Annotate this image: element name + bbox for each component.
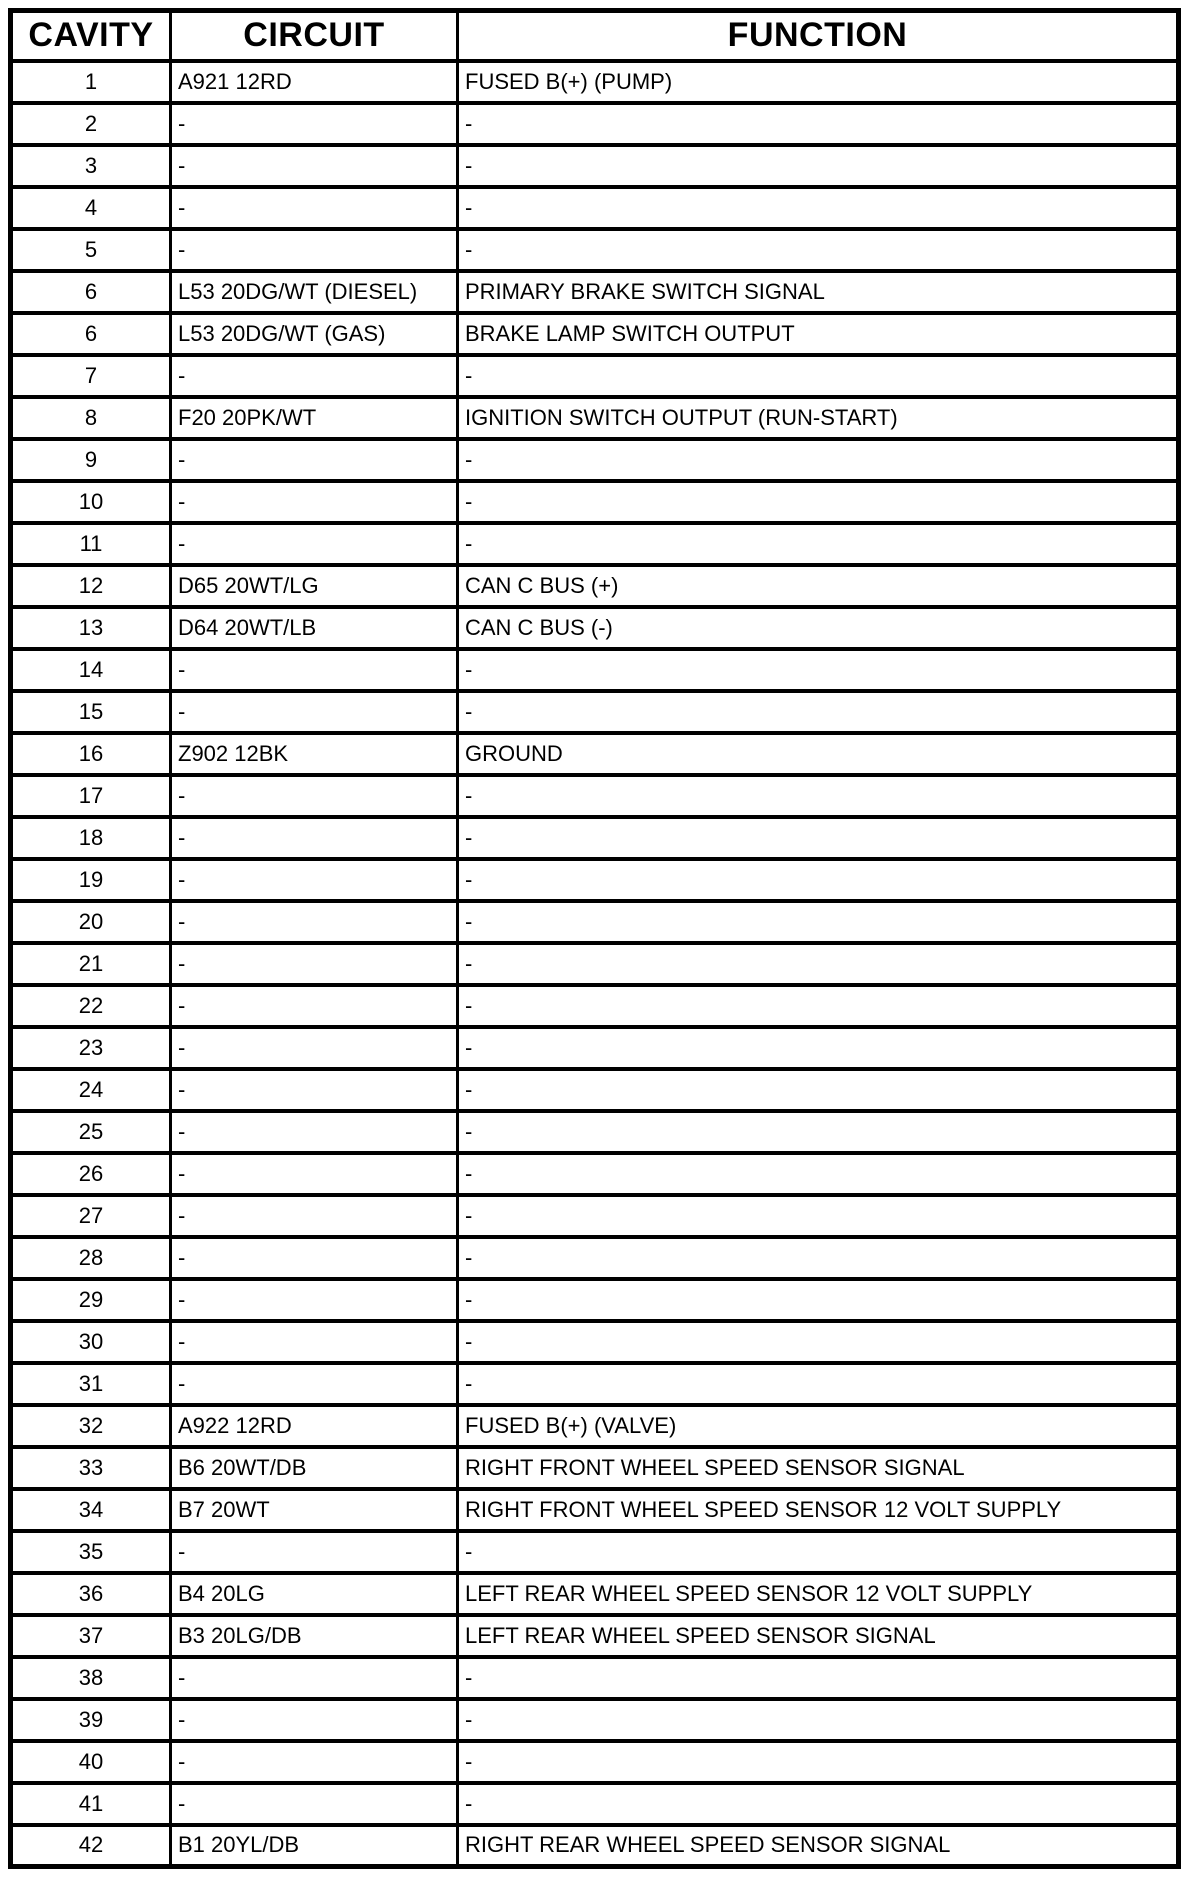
function-cell: - [458, 1069, 1179, 1111]
function-cell: - [458, 1153, 1179, 1195]
cavity-cell: 31 [11, 1363, 171, 1405]
function-cell: - [458, 1657, 1179, 1699]
function-cell: - [458, 775, 1179, 817]
table-row [11, 271, 1179, 313]
circuit-cell: - [171, 1027, 458, 1069]
function-cell: RIGHT FRONT WHEEL SPEED SENSOR 12 VOLT SUPPLY [458, 1489, 1179, 1531]
table-row [11, 1321, 1179, 1363]
table-row [11, 817, 1179, 859]
table-row [11, 1573, 1179, 1615]
table-row [11, 1069, 1179, 1111]
circuit-cell: - [171, 187, 458, 229]
cavity-cell: 3 [11, 145, 171, 187]
cavity-cell: 24 [11, 1069, 171, 1111]
circuit-cell: - [171, 523, 458, 565]
function-cell: RIGHT FRONT WHEEL SPEED SENSOR SIGNAL [458, 1447, 1179, 1489]
cavity-cell: 26 [11, 1153, 171, 1195]
cavity-cell: 2 [11, 103, 171, 145]
table-row [11, 1741, 1179, 1783]
function-cell: BRAKE LAMP SWITCH OUTPUT [458, 313, 1179, 355]
function-cell: - [458, 817, 1179, 859]
cavity-cell: 36 [11, 1573, 171, 1615]
circuit-cell: - [171, 1195, 458, 1237]
function-cell: - [458, 1195, 1179, 1237]
function-cell: - [458, 355, 1179, 397]
circuit-cell: B7 20WT [171, 1489, 458, 1531]
function-cell: - [458, 649, 1179, 691]
function-cell: - [458, 439, 1179, 481]
cavity-cell: 28 [11, 1237, 171, 1279]
table-row [11, 229, 1179, 271]
cavity-cell: 11 [11, 523, 171, 565]
table-row [11, 187, 1179, 229]
circuit-cell: - [171, 901, 458, 943]
circuit-cell: D64 20WT/LB [171, 607, 458, 649]
function-cell: - [458, 901, 1179, 943]
table-row [11, 103, 1179, 145]
function-cell: LEFT REAR WHEEL SPEED SENSOR SIGNAL [458, 1615, 1179, 1657]
function-cell: - [458, 1741, 1179, 1783]
function-cell: LEFT REAR WHEEL SPEED SENSOR 12 VOLT SUPPLY [458, 1573, 1179, 1615]
cavity-cell: 22 [11, 985, 171, 1027]
cavity-cell: 33 [11, 1447, 171, 1489]
table-row [11, 313, 1179, 355]
table-row [11, 901, 1179, 943]
table-row [11, 1027, 1179, 1069]
cavity-cell: 7 [11, 355, 171, 397]
circuit-cell: - [171, 481, 458, 523]
function-cell: - [458, 859, 1179, 901]
cavity-cell: 6 [11, 313, 171, 355]
circuit-cell: - [171, 649, 458, 691]
circuit-cell: B3 20LG/DB [171, 1615, 458, 1657]
cavity-cell: 9 [11, 439, 171, 481]
cavity-cell: 37 [11, 1615, 171, 1657]
cavity-cell: 23 [11, 1027, 171, 1069]
circuit-cell: L53 20DG/WT (DIESEL) [171, 271, 458, 313]
function-cell: - [458, 1783, 1179, 1825]
function-cell: CAN C BUS (+) [458, 565, 1179, 607]
cavity-cell: 25 [11, 1111, 171, 1153]
circuit-cell: - [171, 355, 458, 397]
table-row [11, 1237, 1179, 1279]
function-cell: - [458, 1279, 1179, 1321]
function-cell: - [458, 1027, 1179, 1069]
cavity-cell: 8 [11, 397, 171, 439]
circuit-cell: - [171, 1237, 458, 1279]
circuit-cell: A922 12RD [171, 1405, 458, 1447]
table-row [11, 1783, 1179, 1825]
table-row [11, 1447, 1179, 1489]
table-row [11, 1825, 1179, 1867]
function-cell: - [458, 943, 1179, 985]
circuit-cell: - [171, 943, 458, 985]
cavity-cell: 39 [11, 1699, 171, 1741]
table-row [11, 733, 1179, 775]
table-row [11, 1195, 1179, 1237]
table-row [11, 145, 1179, 187]
function-cell: - [458, 1363, 1179, 1405]
circuit-cell: - [171, 229, 458, 271]
circuit-cell: - [171, 1069, 458, 1111]
circuit-cell: - [171, 145, 458, 187]
table-row [11, 1657, 1179, 1699]
function-cell: FUSED B(+) (PUMP) [458, 61, 1179, 103]
function-cell: - [458, 103, 1179, 145]
cavity-cell: 29 [11, 1279, 171, 1321]
function-cell: - [458, 187, 1179, 229]
cavity-cell: 41 [11, 1783, 171, 1825]
circuit-cell: - [171, 1531, 458, 1573]
cavity-cell: 35 [11, 1531, 171, 1573]
cavity-cell: 13 [11, 607, 171, 649]
circuit-cell: - [171, 1363, 458, 1405]
circuit-cell: - [171, 1321, 458, 1363]
circuit-cell: - [171, 1741, 458, 1783]
cavity-cell: 17 [11, 775, 171, 817]
cavity-cell: 5 [11, 229, 171, 271]
circuit-cell: B6 20WT/DB [171, 1447, 458, 1489]
table-row [11, 1615, 1179, 1657]
function-cell: - [458, 1321, 1179, 1363]
column-header-function: FUNCTION [458, 11, 1179, 61]
table-header-row [11, 11, 1179, 61]
table-row [11, 1363, 1179, 1405]
circuit-cell: - [171, 439, 458, 481]
cavity-cell: 32 [11, 1405, 171, 1447]
cavity-cell: 20 [11, 901, 171, 943]
table-row [11, 691, 1179, 733]
cavity-cell: 19 [11, 859, 171, 901]
cavity-cell: 21 [11, 943, 171, 985]
function-cell: - [458, 145, 1179, 187]
circuit-cell: - [171, 1783, 458, 1825]
circuit-cell: - [171, 103, 458, 145]
circuit-cell: - [171, 1111, 458, 1153]
cavity-cell: 6 [11, 271, 171, 313]
function-cell: PRIMARY BRAKE SWITCH SIGNAL [458, 271, 1179, 313]
table-row [11, 1279, 1179, 1321]
column-header-circuit: CIRCUIT [171, 11, 458, 61]
table-row [11, 61, 1179, 103]
table-row [11, 1405, 1179, 1447]
cavity-cell: 18 [11, 817, 171, 859]
table-row [11, 1111, 1179, 1153]
circuit-cell: L53 20DG/WT (GAS) [171, 313, 458, 355]
table-row [11, 397, 1179, 439]
table-row [11, 1489, 1179, 1531]
circuit-cell: - [171, 1657, 458, 1699]
circuit-cell: - [171, 775, 458, 817]
circuit-cell: B4 20LG [171, 1573, 458, 1615]
table-row [11, 985, 1179, 1027]
table-row [11, 859, 1179, 901]
cavity-cell: 16 [11, 733, 171, 775]
circuit-cell: - [171, 1699, 458, 1741]
circuit-cell: - [171, 817, 458, 859]
function-cell: - [458, 1237, 1179, 1279]
function-cell: - [458, 1111, 1179, 1153]
cavity-cell: 10 [11, 481, 171, 523]
cavity-cell: 27 [11, 1195, 171, 1237]
function-cell: - [458, 1531, 1179, 1573]
circuit-cell: - [171, 1279, 458, 1321]
table-row [11, 481, 1179, 523]
table-row [11, 607, 1179, 649]
column-header-cavity: CAVITY [11, 11, 171, 61]
function-cell: RIGHT REAR WHEEL SPEED SENSOR SIGNAL [458, 1825, 1179, 1867]
connector-pinout-table [8, 8, 1181, 1869]
function-cell: - [458, 985, 1179, 1027]
cavity-cell: 40 [11, 1741, 171, 1783]
function-cell: IGNITION SWITCH OUTPUT (RUN-START) [458, 397, 1179, 439]
table-row [11, 775, 1179, 817]
circuit-cell: - [171, 985, 458, 1027]
cavity-cell: 4 [11, 187, 171, 229]
function-cell: FUSED B(+) (VALVE) [458, 1405, 1179, 1447]
circuit-cell: D65 20WT/LG [171, 565, 458, 607]
function-cell: - [458, 229, 1179, 271]
circuit-cell: - [171, 1153, 458, 1195]
circuit-cell: - [171, 859, 458, 901]
table-row [11, 523, 1179, 565]
table-row [11, 355, 1179, 397]
circuit-cell: A921 12RD [171, 61, 458, 103]
cavity-cell: 1 [11, 61, 171, 103]
cavity-cell: 42 [11, 1825, 171, 1867]
cavity-cell: 15 [11, 691, 171, 733]
table-row [11, 649, 1179, 691]
cavity-cell: 14 [11, 649, 171, 691]
table-row [11, 1699, 1179, 1741]
cavity-cell: 38 [11, 1657, 171, 1699]
table-row [11, 565, 1179, 607]
circuit-cell: Z902 12BK [171, 733, 458, 775]
table-row [11, 439, 1179, 481]
cavity-cell: 34 [11, 1489, 171, 1531]
circuit-cell: B1 20YL/DB [171, 1825, 458, 1867]
function-cell: - [458, 523, 1179, 565]
function-cell: - [458, 481, 1179, 523]
table-body [11, 61, 1179, 1867]
circuit-cell: F20 20PK/WT [171, 397, 458, 439]
table-row [11, 1153, 1179, 1195]
table-row [11, 1531, 1179, 1573]
function-cell: GROUND [458, 733, 1179, 775]
circuit-cell: - [171, 691, 458, 733]
cavity-cell: 30 [11, 1321, 171, 1363]
function-cell: - [458, 691, 1179, 733]
table-row [11, 943, 1179, 985]
function-cell: CAN C BUS (-) [458, 607, 1179, 649]
function-cell: - [458, 1699, 1179, 1741]
cavity-cell: 12 [11, 565, 171, 607]
